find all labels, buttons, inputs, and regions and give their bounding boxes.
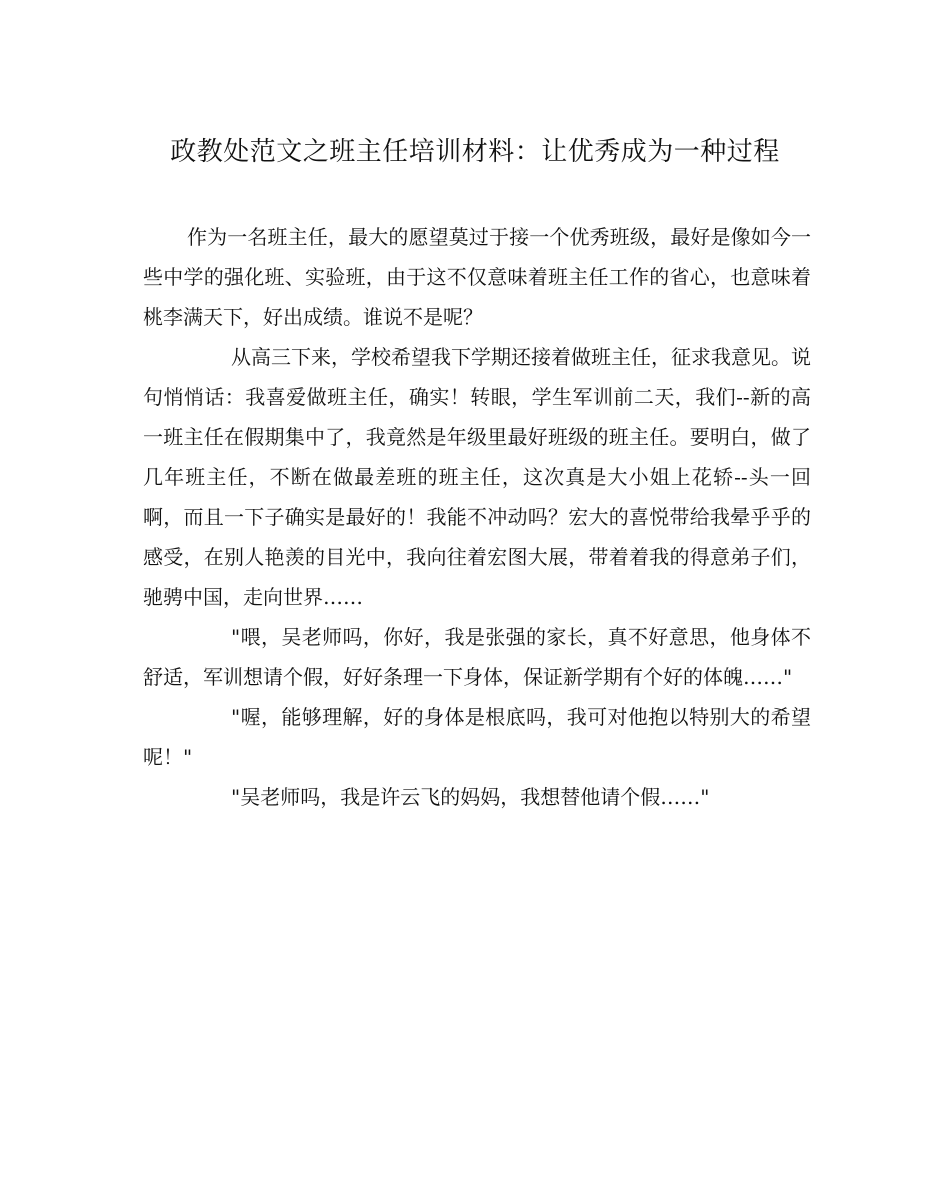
paragraph-3: "喂，吴老师吗，你好，我是张强的家长，真不好意思，他身体不舒适，军训想请个假，好好条理一下身体，保证新学期有个好的体魄……" bbox=[143, 625, 811, 689]
document-title: 政教处范文之班主任培训材料：让优秀成为一种过程 bbox=[170, 137, 780, 167]
paragraph-4: "喔，能够理解，好的身体是根底吗，我可对他抱以特别大的希望呢！" bbox=[143, 705, 811, 769]
paragraph-2: 从高三下来，学校希望我下学期还接着做班主任，征求我意见。说句悄悄话：我喜爱做班主任，确实！转眼，学生军训前二天，我们--新的高一班主任在假期集中了，我竟然是年级里最好班级的班主任。要明白，做了几年班主任，不断在做最差班的班主任，这次真是大小姐上花轿--头一回啊，而且一下子确实是最好的！我能不冲动吗？宏大的喜悦带给我晕乎乎的感受，在别人艳羡的目光中，我向往着宏图大展，带着着我的得意弟子们，驰骋中国，走向世界…… bbox=[143, 345, 811, 609]
paragraph-5: "吴老师吗，我是许云飞的妈妈，我想替他请个假……" bbox=[231, 785, 710, 809]
document-body bbox=[143, 217, 811, 817]
paragraph-1: 作为一名班主任，最大的愿望莫过于接一个优秀班级，最好是像如今一些中学的强化班、实验班，由于这不仅意味着班主任工作的省心，也意味着桃李满天下，好出成绩。谁说不是呢？ bbox=[143, 225, 811, 329]
